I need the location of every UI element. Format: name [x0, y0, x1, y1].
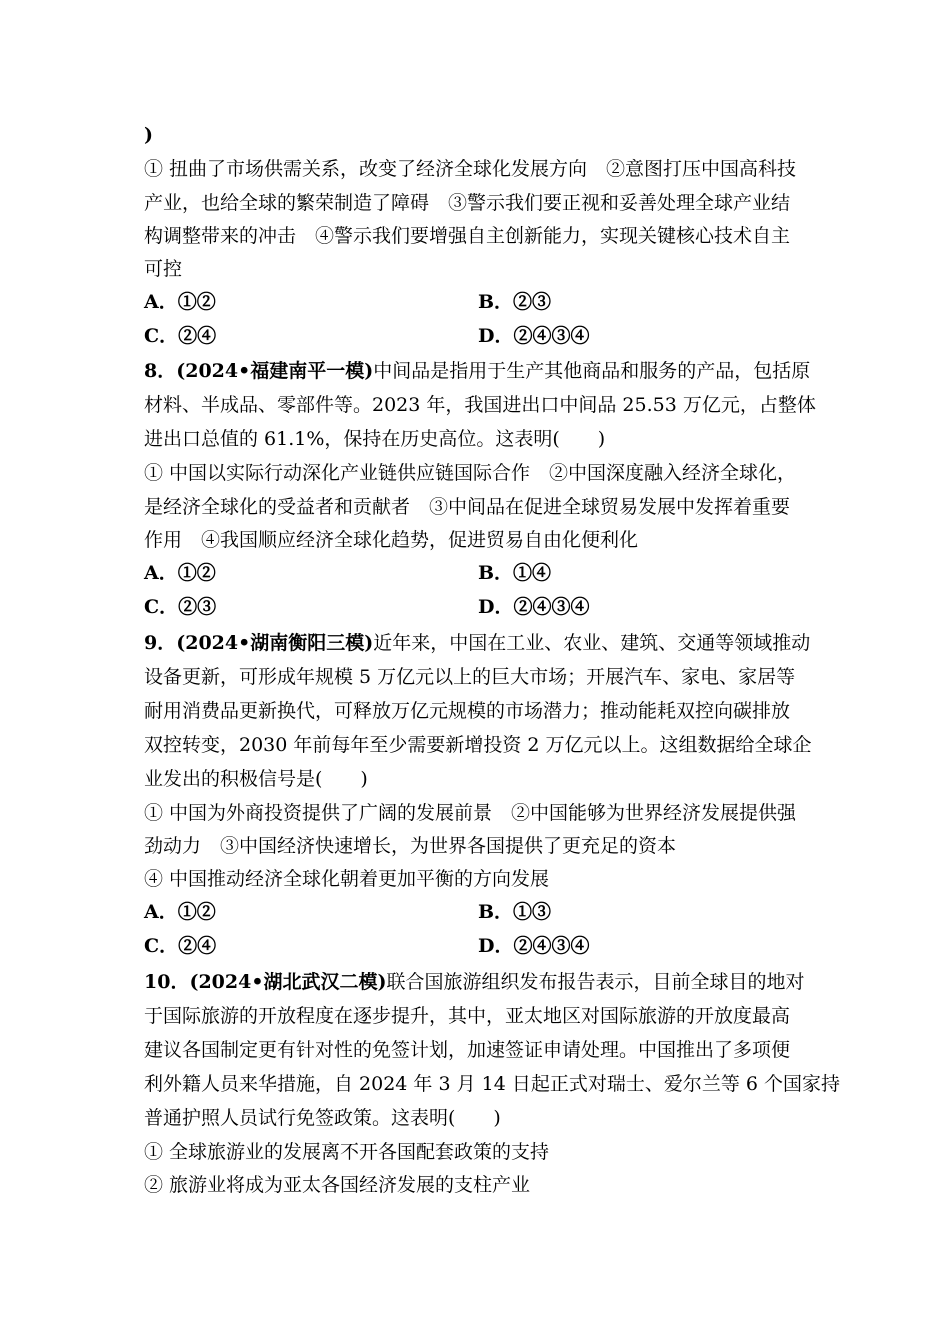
q8-option-c: C．②③ [144, 596, 217, 618]
q10-number: 10． [144, 971, 190, 993]
q10-source: (2024•湖北武汉二模) [189, 971, 387, 993]
q8-source: (2024•福建南平一模) [176, 360, 374, 382]
q8-statement-line: 作用 ④我国顺应经济全球化趋势，促进贸易自由化便利化 [144, 529, 639, 551]
q8-stem-line: 进出口总值的 61.1%，保持在历史高位。这表明( ) [144, 428, 606, 450]
q7-option-a: A．①② [144, 291, 216, 313]
q7-statement-line: 构调整带来的冲击 ④警示我们要增强自主创新能力，实现关键核心技术自主 [144, 225, 791, 247]
q9-statement-line: ① 中国为外商投资提供了广阔的发展前景 ②中国能够为世界经济发展提供强 [144, 802, 797, 824]
q7-statement-line: ① 扭曲了市场供需关系，改变了经济全球化发展方向 ②意图打压中国高科技 [144, 158, 797, 180]
q9-option-c: C．②④ [144, 935, 217, 957]
q9-statement-line: ④ 中国推动经济全球化朝着更加平衡的方向发展 [144, 868, 550, 890]
q9-stem-first-line [144, 626, 814, 660]
q8-stem-text: 中间品是指用于生产其他商品和服务的产品，包括原 [373, 360, 811, 382]
q10-stem-line: 于国际旅游的开放程度在逐步提升，其中，亚太地区对国际旅游的开放度最高 [144, 1005, 791, 1027]
q9-source: (2024•湖南衡阳三模) [176, 632, 374, 654]
q8-option-b: B．①④ [478, 562, 552, 584]
q10-stem-text: 联合国旅游组织发布报告表示，目前全球目的地对 [386, 971, 805, 993]
q7-option-d: D．②④③④ [478, 325, 590, 347]
q7-statement-line: 产业，也给全球的繁荣制造了障碍 ③警示我们要正视和妥善处理全球产业结 [144, 192, 791, 214]
q10-stem-line: 利外籍人员来华措施，自 2024 年 3 月 14 日起正式对瑞士、爱尔兰等 6 个国家持 [144, 1073, 841, 1095]
q8-stem-line: 材料、半成品、零部件等。2023 年，我国进出口中间品 25.53 万亿元，占整体 [144, 394, 816, 416]
q8-stem-first-line [144, 354, 814, 388]
q9-stem-line: 业发出的积极信号是( ) [144, 768, 368, 790]
q9-stem-text: 近年来，中国在工业、农业、建筑、交通等领域推动 [373, 632, 811, 654]
q8-option-d: D．②④③④ [478, 596, 590, 618]
q9-stem-line: 双控转变，2030 年前每年至少需要新增投资 2 万亿元以上。这组数据给全球企 [144, 734, 812, 756]
q9-option-a: A．①② [144, 901, 216, 923]
q9-statement-line: 劲动力 ③中国经济快速增长，为世界各国提供了更充足的资本 [144, 835, 677, 857]
q9-stem-line: 设备更新，可形成年规模 5 万亿元以上的巨大市场；开展汽车、家电、家居等 [144, 666, 796, 688]
q10-statement-line: ① 全球旅游业的发展离不开各国配套政策的支持 [144, 1141, 550, 1163]
q9-option-d: D．②④③④ [478, 935, 590, 957]
q8-number: 8． [144, 360, 177, 382]
q7-option-c: C．②④ [144, 325, 217, 347]
q7-stem-tail: ) [144, 124, 153, 146]
q7-statement-line: 可控 [144, 258, 183, 280]
q10-stem-line: 建议各国制定更有针对性的免签计划，加速签证申请处理。中国推出了多项便 [144, 1039, 791, 1061]
q10-stem-first-line [144, 965, 814, 999]
q9-option-b: B．①③ [478, 901, 552, 923]
q10-stem-line: 普通护照人员试行免签政策。这表明( ) [144, 1107, 501, 1129]
q8-option-a: A．①② [144, 562, 216, 584]
q8-statement-line: 是经济全球化的受益者和贡献者 ③中间品在促进全球贸易发展中发挥着重要 [144, 496, 791, 518]
q10-statement-line: ② 旅游业将成为亚太各国经济发展的支柱产业 [144, 1174, 531, 1196]
q9-stem-line: 耐用消费品更新换代，可释放万亿元规模的市场潜力；推动能耗双控向碳排放 [144, 700, 791, 722]
q8-statement-line: ① 中国以实际行动深化产业链供应链国际合作 ②中国深度融入经济全球化， [144, 462, 797, 484]
q9-number: 9． [144, 632, 177, 654]
q7-option-b: B．②③ [478, 291, 552, 313]
